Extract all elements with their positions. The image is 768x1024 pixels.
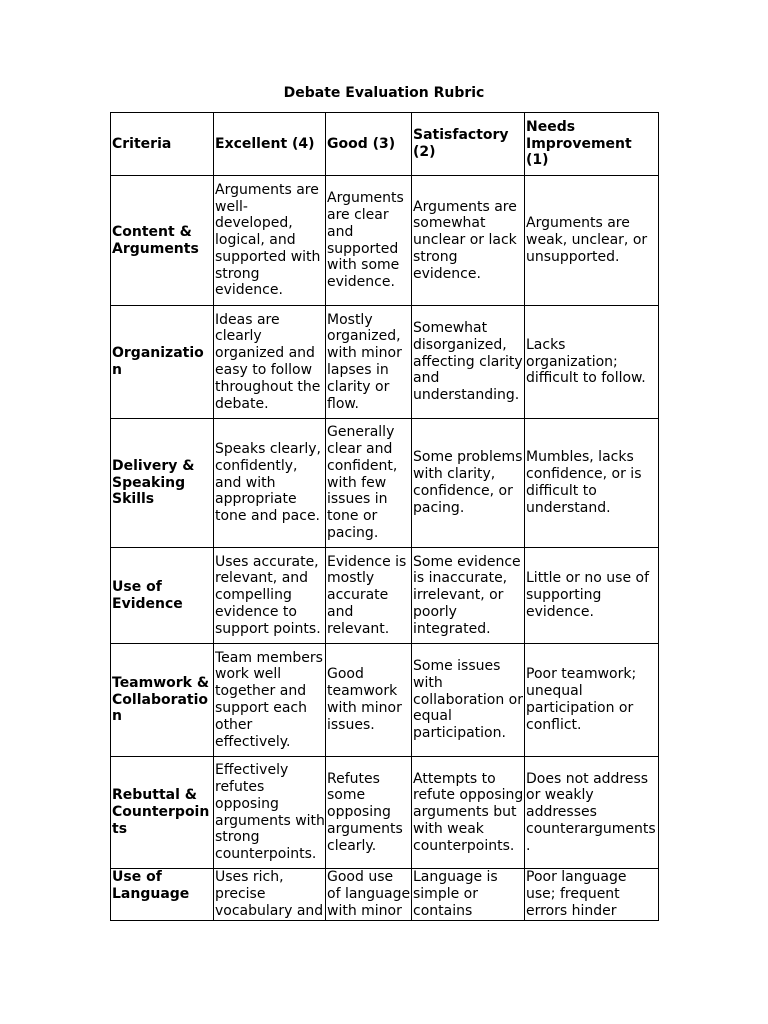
criteria-cell: Teamwork & Collaboration [111,644,214,757]
rating-text: Poor language use; frequent errors hinder [526,869,627,919]
rating-cell-satisfactory: Attempts to refute opposing arguments but with weak counterpoints. [412,757,525,869]
rating-cell-excellent: Speaks clearly, confidently, and with appropriate tone and pace. [214,419,326,548]
column-header-good: Good (3) [326,113,412,176]
rating-cell-satisfactory: Some problems with clarity, confidence, or pacing. [412,419,525,548]
criteria-cell [111,869,214,921]
rating-text: Good use of language with minor [327,869,411,919]
rating-cell-excellent: Ideas are clearly organized and easy to follow throughout the debate. [214,306,326,419]
rating-cell-needs-improvement: Lacks organization; difficult to follow. [525,306,659,419]
table-row [111,757,659,869]
table-row [111,644,659,757]
table-row [111,548,659,644]
rating-cell-good: Arguments are clear and supported with some evidence. [326,176,412,306]
rating-cell-good [326,869,412,921]
rating-cell-excellent [214,869,326,921]
rating-cell-good: Refutes some opposing arguments clearly. [326,757,412,869]
rating-cell-excellent: Uses accurate, relevant, and compelling evidence to support points. [214,548,326,644]
page-title: Debate Evaluation Rubric [283,85,485,101]
criteria-text: Use of Language [112,869,190,902]
rating-cell-good: Good teamwork with minor issues. [326,644,412,757]
criteria-cell: Delivery & Speaking Skills [111,419,214,548]
column-header-needs-improvement: Needs Improvement (1) [525,113,659,176]
table-header-row [111,113,659,176]
column-header-satisfactory: Satisfactory (2) [412,113,525,176]
table-row [111,419,659,548]
rating-cell-needs-improvement: Poor teamwork; unequal participation or conflict. [525,644,659,757]
criteria-cell: Use of Evidence [111,548,214,644]
rating-cell-good: Mostly organized, with minor lapses in clarity or flow. [326,306,412,419]
column-header-excellent: Excellent (4) [214,113,326,176]
rating-cell-satisfactory: Somewhat disorganized, affecting clarity and understanding. [412,306,525,419]
rating-cell-satisfactory: Some evidence is inaccurate, irrelevant, or poorly integrated. [412,548,525,644]
table-row [111,306,659,419]
rating-cell-excellent: Arguments are well-developed, logical, and supported with strong evidence. [214,176,326,306]
table-row [111,869,659,921]
rating-cell-needs-improvement: Mumbles, lacks confidence, or is difficult to understand. [525,419,659,548]
rating-text: Uses rich, precise vocabulary and [215,869,324,919]
rating-cell-satisfactory: Arguments are somewhat unclear or lack strong evidence. [412,176,525,306]
rating-cell-needs-improvement: Little or no use of supporting evidence. [525,548,659,644]
rating-cell-excellent: Effectively refutes opposing arguments with strong counterpoints. [214,757,326,869]
rating-cell-satisfactory [412,869,525,921]
rating-cell-needs-improvement [525,869,659,921]
rating-cell-needs-improvement: Arguments are weak, unclear, or unsupported. [525,176,659,306]
table-row [111,176,659,306]
criteria-cell: Organization [111,306,214,419]
criteria-cell: Content & Arguments [111,176,214,306]
rating-cell-needs-improvement: Does not address or weakly addresses counterarguments. [525,757,659,869]
criteria-cell: Rebuttal & Counterpoints [111,757,214,869]
column-header-criteria: Criteria [111,113,214,176]
rating-text: Language is simple or contains [413,869,498,919]
rating-cell-good: Generally clear and confident, with few issues in tone or pacing. [326,419,412,548]
rating-cell-excellent: Team members work well together and support each other effectively. [214,644,326,757]
rating-cell-satisfactory: Some issues with collaboration or equal participation. [412,644,525,757]
rubric-table [110,112,659,921]
rating-cell-good: Evidence is mostly accurate and relevant. [326,548,412,644]
